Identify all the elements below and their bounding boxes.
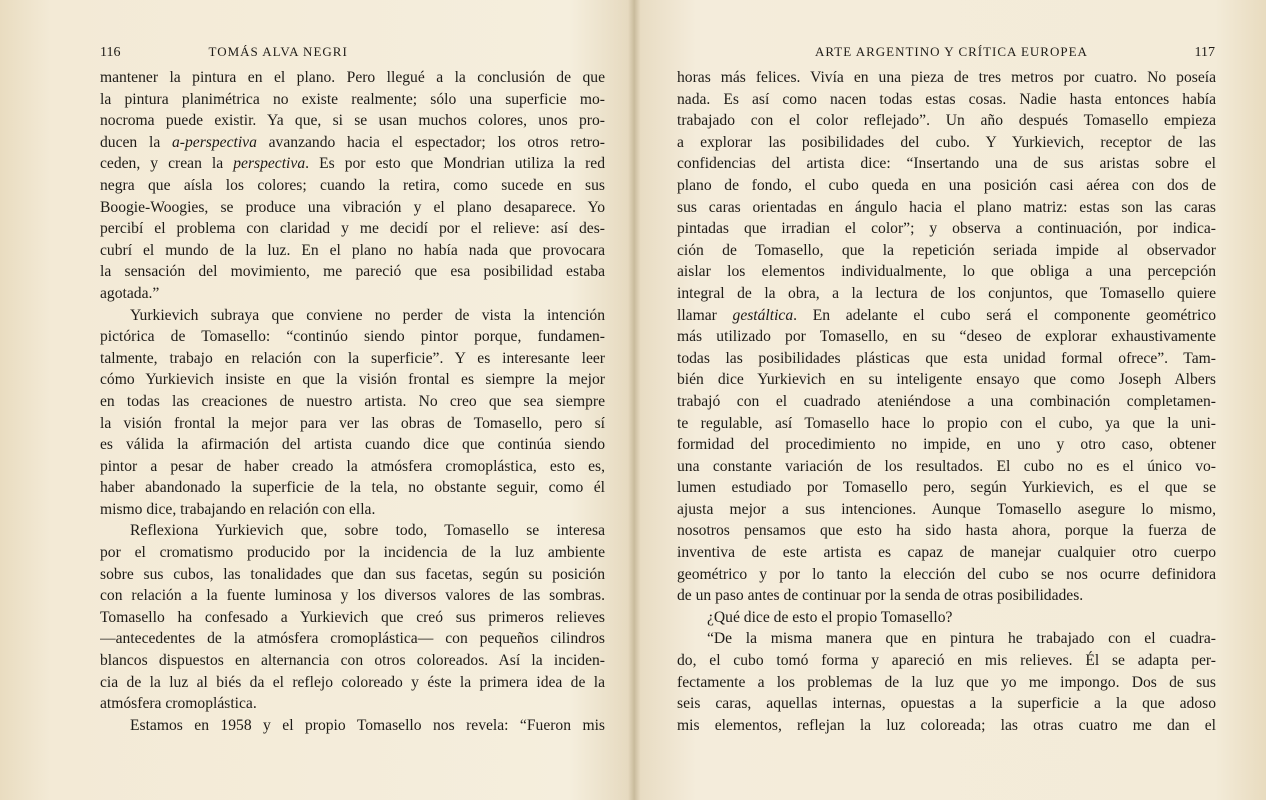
text-line: en todas las creaciones de nuestro artista. No creo que sea siempre: [100, 392, 605, 410]
text-line: una constante variación de los resultados. El cubo no es el único vo-: [677, 457, 1216, 475]
text-line: ción de Tomasello, que la repetición seriada impide al observador: [677, 241, 1216, 259]
text-line: seis caras, aquellas internas, opuestas a la superficie a la que adoso: [677, 695, 1216, 713]
text-line: “De la misma manera que en pintura he trabajado con el cuadra-: [707, 630, 1216, 648]
text-line: inventiva de este artista es capaz de manejar cualquier otro cuerpo: [677, 544, 1216, 562]
running-head: ARTE ARGENTINO Y CRÍTICA EUROPEA: [815, 44, 1088, 59]
left-page-text: [100, 67, 605, 736]
text-line: mismo dice, trabajando en relación con ella.: [100, 500, 376, 518]
text-line: blancos dispuestos en alternancia con otros coloreados. Así la inciden-: [100, 652, 605, 670]
text-line: la pintura planimétrica no existe realmente; sólo una superficie mo-: [100, 90, 605, 108]
text-line: por el cromatismo producido por la incidencia de la luz ambiente: [100, 544, 605, 562]
text-line: integral de la obra, a la lectura de los conjuntos, que Tomasello quiere: [677, 284, 1216, 302]
text-line: nosotros pensamos que esto ha sido hasta ahora, porque la fuerza de: [677, 522, 1216, 540]
text-line: cómo Yurkievich insiste en que la visión frontal es siempre la mejor: [100, 371, 605, 389]
text-line: geométrico y por lo tanto la elección del cubo se nos ocurre definidora: [677, 565, 1216, 583]
text-line: Tomasello ha confesado a Yurkievich que creó sus primeros relieves: [100, 608, 605, 626]
text-line: —antecedentes de la atmósfera cromoplástica— con pequeños cilindros: [100, 630, 605, 648]
text-line: atmósfera cromoplástica.: [100, 695, 257, 713]
text-line: de un paso antes de continuar por la senda de otras posibilidades.: [677, 587, 1084, 605]
text-line: pintadas que irradian el color”; y observa a continuación, por indica-: [677, 220, 1216, 238]
running-head: TOMÁS ALVA NEGRI: [208, 44, 348, 59]
text-line: Reflexiona Yurkievich que, sobre todo, Tomasello se interesa: [130, 522, 605, 540]
text-line: trabajado con el color reflejado”. Un año después Tomasello empieza: [677, 112, 1216, 130]
text-line: más utilizado por Tomasello, en su “deseo de explorar exhaustivamente: [677, 328, 1216, 346]
text-line: con relación a la fuente luminosa y los diversos valores de las sombras.: [100, 587, 605, 605]
text-line: a explorar las posibilidades del cubo. Y Yurkievich, receptor de las: [677, 133, 1216, 151]
right-page-text: [677, 67, 1216, 736]
text-line: lumen estudiado por Tomasello pero, según Yurkievich, es el que se: [677, 479, 1216, 497]
text-line: Boogie-Woogies, se produce una vibración y el plano desaparece. Yo: [100, 198, 605, 216]
text-line: la visión frontal la mejor para ver las obras de Tomasello, pero sí: [100, 414, 605, 432]
text-line: plano de fondo, el cubo queda en una posición casi aérea con dos de: [677, 176, 1216, 194]
text-line: ducen la a-perspectiva avanzando hacia el espectador; los otros retro-: [100, 133, 605, 151]
text-line: cia de la luz al biés da el reflejo coloreado y éste la primera idea de la: [100, 673, 605, 691]
right-page-header: [815, 44, 1215, 62]
text-line: pintor a pesar de haber creado la atmósfera cromoplástica, esto es,: [100, 457, 605, 475]
text-line: es válida la afirmación del artista cuando dice que continúa siendo: [100, 436, 605, 454]
text-line: fectamente a los problemas de la luz que yo me impongo. Dos de sus: [677, 673, 1216, 691]
text-line: pictórica de Tomasello: “continúo siendo pintor porque, fundamen-: [100, 328, 605, 346]
text-line: sus caras orientadas en ángulo hacia el plano matriz: estas son las caras: [677, 198, 1216, 216]
text-line: horas más felices. Vivía en una pieza de tres metros por cuatro. No poseía: [677, 69, 1216, 86]
text-line: todas las posibilidades plásticas que esta unidad formal ofrece”. Tam-: [677, 349, 1216, 367]
text-line: ceden, y crean la perspectiva. Es por esto que Mondrian utiliza la red: [100, 155, 605, 173]
text-line: haber abandonado la superficie de la tela, no obstante seguir, como él: [100, 479, 605, 497]
text-line: bién dice Yurkievich en su inteligente ensayo que como Joseph Albers: [677, 371, 1216, 389]
text-line: la sensación del movimiento, me pareció que esa posibilidad estaba: [100, 263, 605, 281]
text-line: Estamos en 1958 y el propio Tomasello nos revela: “Fueron mis: [130, 716, 605, 734]
text-line: nocroma puede existir. Ya que, si se usan muchos colores, unos pro-: [100, 112, 605, 130]
text-line: agotada.”: [100, 284, 160, 302]
text-line: cubrí el mundo de la luz. En el plano no había nada que provocara: [100, 241, 605, 259]
text-line: formidad del procedimiento no impide, en uno y otro caso, obtener: [677, 436, 1216, 454]
text-line: llamar gestáltica. En adelante el cubo será el componente geométrico: [677, 306, 1216, 324]
page-number: 117: [1194, 45, 1215, 60]
text-line: aislar los elementos individualmente, lo que obliga a una percepción: [677, 263, 1216, 281]
text-line: negra que aísla los colores; cuando la retira, como sucede en sus: [100, 176, 605, 194]
text-line: confidencias del artista dice: “Insertando una de sus aristas sobre el: [677, 155, 1216, 173]
text-line: Yurkievich subraya que conviene no perder de vista la intención: [130, 306, 605, 324]
text-line: percibí el problema con claridad y me decidí por el relieve: así des-: [100, 220, 605, 238]
text-line: mantener la pintura en el plano. Pero llegué a la conclusión de que: [100, 69, 605, 86]
text-line: ¿Qué dice de esto el propio Tomasello?: [707, 608, 953, 626]
text-line: mis elementos, reflejan la luz coloreada; las otras cuatro me dan el: [677, 716, 1216, 734]
right-page: [633, 0, 1266, 800]
text-line: te regulable, así Tomasello hace lo propio con el cubo, ya que la uni-: [677, 414, 1216, 432]
text-line: ajusta mejor a sus intenciones. Aunque Tomasello asegure lo mismo,: [677, 500, 1216, 518]
text-line: nada. Es así como nacen todas estas cosas. Nadie hasta entonces había: [677, 90, 1216, 108]
page-number: 116: [100, 45, 121, 60]
text-line: trabajó con el cuadrado ateniéndose a una combinación completamen-: [677, 392, 1216, 410]
left-page-header: [100, 44, 605, 62]
text-line: do, el cubo tomó forma y apareció en mis relieves. Él se adapta per-: [677, 652, 1216, 670]
text-line: sobre sus cubos, las tonalidades que dan sus facetas, según su posición: [100, 565, 605, 583]
text-line: talmente, trabajo en relación con la superficie”. Y es interesante leer: [100, 349, 605, 367]
